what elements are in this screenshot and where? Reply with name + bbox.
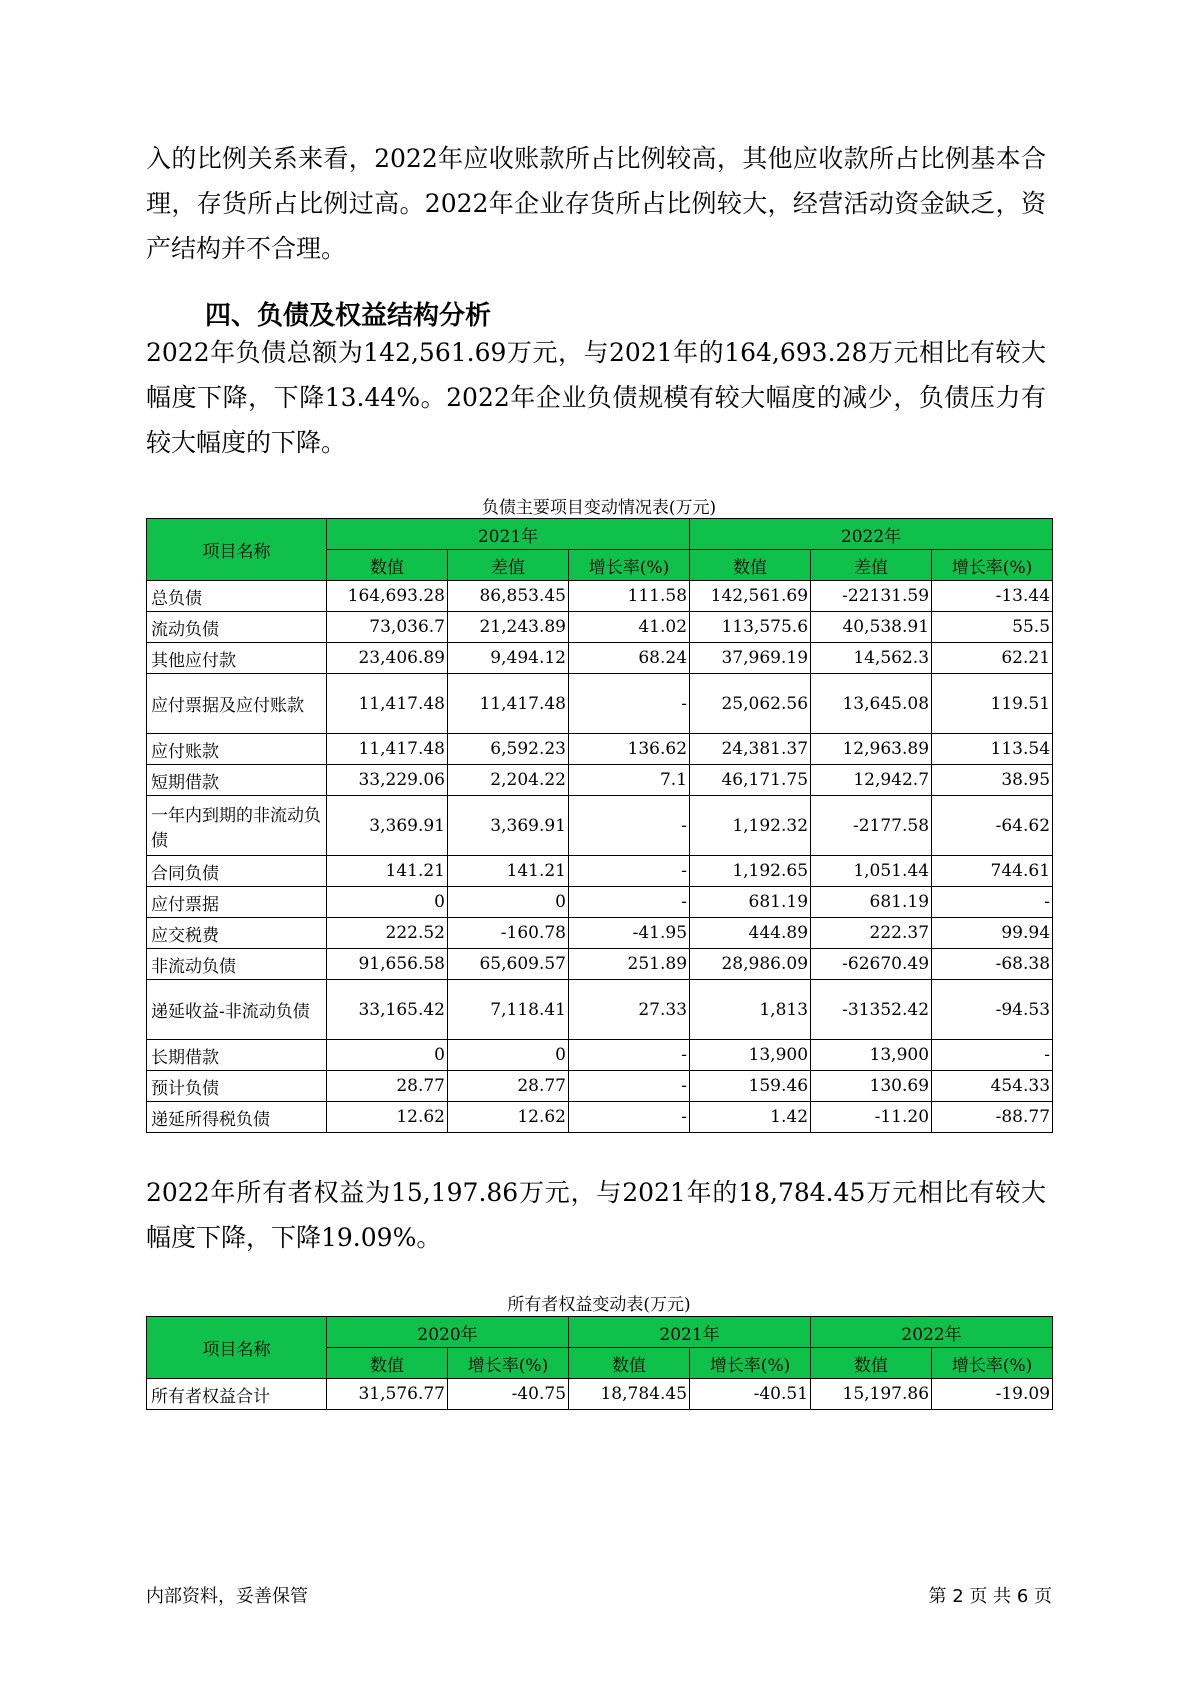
row-cell-r1: 27.33 [569,980,690,1040]
row-cell-r2: -88.77 [932,1102,1053,1133]
row-item-name: 递延所得税负债 [147,1102,327,1133]
row-cell-v1: 222.52 [327,918,448,949]
header-rate: 增长率(%) [932,1348,1053,1379]
row-cell-v1: 31,576.77 [327,1379,448,1410]
row-cell-v3: 15,197.86 [811,1379,932,1410]
row-cell-v1: 141.21 [327,856,448,887]
header-value: 数值 [811,1348,932,1379]
row-cell-v1: 164,693.28 [327,581,448,612]
row-cell-v1: 0 [327,1040,448,1071]
row-cell-d1: 7,118.41 [448,980,569,1040]
table-row [147,856,1053,887]
row-cell-v2: 24,381.37 [690,734,811,765]
row-cell-r2: 454.33 [932,1071,1053,1102]
row-item-name: 非流动负债 [147,949,327,980]
row-cell-r1: - [569,674,690,734]
header-value: 数值 [569,1348,690,1379]
table-row [147,887,1053,918]
row-item-name: 应付票据 [147,887,327,918]
row-cell-d2: 40,538.91 [811,612,932,643]
table-row [147,1040,1053,1071]
table-row [147,949,1053,980]
row-cell-v1: 33,165.42 [327,980,448,1040]
row-cell-v2: 113,575.6 [690,612,811,643]
row-cell-v2: 1.42 [690,1102,811,1133]
row-cell-d2: 130.69 [811,1071,932,1102]
row-item-name: 流动负债 [147,612,327,643]
row-cell-r1: 7.1 [569,765,690,796]
row-cell-d1: 2,204.22 [448,765,569,796]
header-year-2022: 2022年 [811,1317,1053,1348]
header-rate: 增长率(%) [690,1348,811,1379]
row-cell-r1: -41.95 [569,918,690,949]
row-cell-d2: 222.37 [811,918,932,949]
row-cell-d2: 12,942.7 [811,765,932,796]
row-cell-r2: -40.51 [690,1379,811,1410]
row-item-name: 应付账款 [147,734,327,765]
table-row [147,1379,1053,1410]
row-cell-d1: 3,369.91 [448,796,569,856]
row-cell-d1: 28.77 [448,1071,569,1102]
header-value: 数值 [327,1348,448,1379]
row-cell-r1: 41.02 [569,612,690,643]
row-cell-r2: -13.44 [932,581,1053,612]
row-cell-d1: 11,417.48 [448,674,569,734]
row-cell-d2: -11.20 [811,1102,932,1133]
table-row [147,796,1053,856]
row-item-name: 递延收益-非流动负债 [147,980,327,1040]
row-cell-r1: 136.62 [569,734,690,765]
row-cell-r1: - [569,887,690,918]
row-cell-v2: 1,192.32 [690,796,811,856]
table-row [147,980,1053,1040]
row-cell-d2: 13,900 [811,1040,932,1071]
row-cell-r2: 113.54 [932,734,1053,765]
row-cell-r2: - [932,887,1053,918]
row-cell-d1: 0 [448,887,569,918]
liabilities-table [146,518,1053,1133]
row-cell-v2: 1,813 [690,980,811,1040]
header-rate: 增长率(%) [448,1348,569,1379]
row-item-name: 其他应付款 [147,643,327,674]
row-cell-d2: -31352.42 [811,980,932,1040]
header-value: 数值 [327,550,448,581]
row-cell-v1: 11,417.48 [327,674,448,734]
row-cell-v2: 444.89 [690,918,811,949]
row-item-name: 应交税费 [147,918,327,949]
table-row [147,918,1053,949]
row-cell-d2: -22131.59 [811,581,932,612]
equity-paragraph: 2022年所有者权益为15,197.86万元，与2021年的18,784.45万元相比有较大幅度下降，下降19.09%。 [146,1178,1046,1252]
row-cell-r1: -40.75 [448,1379,569,1410]
row-cell-v1: 28.77 [327,1071,448,1102]
header-diff: 差值 [448,550,569,581]
row-cell-r2: -64.62 [932,796,1053,856]
row-cell-r2: 55.5 [932,612,1053,643]
footer-confidential-note: 内部资料，妥善保管 [146,1586,308,1607]
header-rate: 增长率(%) [569,550,690,581]
row-cell-v2: 28,986.09 [690,949,811,980]
row-cell-d1: 0 [448,1040,569,1071]
table-row [147,734,1053,765]
row-cell-r1: - [569,1071,690,1102]
table-row [147,765,1053,796]
row-cell-r2: 119.51 [932,674,1053,734]
row-cell-r1: 111.58 [569,581,690,612]
row-cell-v1: 73,036.7 [327,612,448,643]
header-year-2021: 2021年 [569,1317,811,1348]
row-cell-r1: - [569,856,690,887]
row-cell-d2: 12,963.89 [811,734,932,765]
row-cell-r2: -68.38 [932,949,1053,980]
row-cell-d2: 681.19 [811,887,932,918]
row-cell-d2: 1,051.44 [811,856,932,887]
row-item-name: 总负债 [147,581,327,612]
intro-paragraph: 入的比例关系来看，2022年应收账款所占比例较高，其他应收款所占比例基本合理，存货所占比例过高。2022年企业存货所占比例较大，经营活动资金缺乏，资产结构并不合理。 [146,144,1046,263]
row-cell-v2: 159.46 [690,1071,811,1102]
equity-table [146,1316,1053,1410]
row-cell-d1: 6,592.23 [448,734,569,765]
row-cell-r2: 38.95 [932,765,1053,796]
row-cell-r2: -94.53 [932,980,1053,1040]
table-row [147,1102,1053,1133]
row-cell-v2: 1,192.65 [690,856,811,887]
row-cell-v2: 13,900 [690,1040,811,1071]
liabilities-table-caption: 负债主要项目变动情况表(万元) [481,498,717,518]
row-cell-v2: 18,784.45 [569,1379,690,1410]
header-item-name: 项目名称 [147,519,327,581]
row-cell-v1: 0 [327,887,448,918]
row-cell-d1: 9,494.12 [448,643,569,674]
table-row [147,674,1053,734]
row-cell-d2: -2177.58 [811,796,932,856]
row-cell-r2: 744.61 [932,856,1053,887]
row-item-name: 短期借款 [147,765,327,796]
row-item-name: 合同负债 [147,856,327,887]
row-cell-v1: 12.62 [327,1102,448,1133]
row-cell-r1: - [569,796,690,856]
row-cell-v2: 37,969.19 [690,643,811,674]
row-cell-d2: 14,562.3 [811,643,932,674]
row-cell-r1: - [569,1040,690,1071]
row-cell-d1: 12.62 [448,1102,569,1133]
header-diff: 差值 [811,550,932,581]
section-heading: 四、负债及权益结构分析 [205,301,492,331]
row-item-name: 所有者权益合计 [147,1379,327,1410]
row-cell-r2: 99.94 [932,918,1053,949]
row-cell-d1: -160.78 [448,918,569,949]
liabilities-paragraph: 2022年负债总额为142,561.69万元，与2021年的164,693.28万元相比有较大幅度下降，下降13.44%。2022年企业负债规模有较大幅度的减少，负债压力有较大幅度的下降。 [146,338,1046,457]
header-rate: 增长率(%) [932,550,1053,581]
row-cell-v1: 33,229.06 [327,765,448,796]
header-value: 数值 [690,550,811,581]
row-item-name: 预计负债 [147,1071,327,1102]
row-cell-r1: 251.89 [569,949,690,980]
table-row [147,1071,1053,1102]
row-item-name: 应付票据及应付账款 [147,674,327,734]
row-cell-v1: 91,656.58 [327,949,448,980]
row-cell-d1: 141.21 [448,856,569,887]
row-cell-v2: 25,062.56 [690,674,811,734]
table-row [147,612,1053,643]
row-item-name: 长期借款 [147,1040,327,1071]
row-cell-r1: - [569,1102,690,1133]
row-cell-d1: 86,853.45 [448,581,569,612]
row-cell-d2: 13,645.08 [811,674,932,734]
row-cell-v1: 11,417.48 [327,734,448,765]
row-cell-d1: 65,609.57 [448,949,569,980]
row-cell-v1: 23,406.89 [327,643,448,674]
row-cell-d1: 21,243.89 [448,612,569,643]
equity-table-caption: 所有者权益变动表(万元) [507,1295,691,1315]
row-cell-r2: - [932,1040,1053,1071]
row-cell-v2: 142,561.69 [690,581,811,612]
row-cell-r2: 62.21 [932,643,1053,674]
row-cell-r1: 68.24 [569,643,690,674]
header-year-2021: 2021年 [327,519,690,550]
row-cell-r3: -19.09 [932,1379,1053,1410]
table-row [147,581,1053,612]
row-item-name: 一年内到期的非流动负债 [147,796,327,856]
row-cell-v2: 46,171.75 [690,765,811,796]
row-cell-v1: 3,369.91 [327,796,448,856]
header-item-name: 项目名称 [147,1317,327,1379]
header-year-2020: 2020年 [327,1317,569,1348]
row-cell-v2: 681.19 [690,887,811,918]
header-year-2022: 2022年 [690,519,1053,550]
table-row [147,643,1053,674]
row-cell-d2: -62670.49 [811,949,932,980]
footer-page-number: 第 2 页 共 6 页 [928,1586,1052,1607]
